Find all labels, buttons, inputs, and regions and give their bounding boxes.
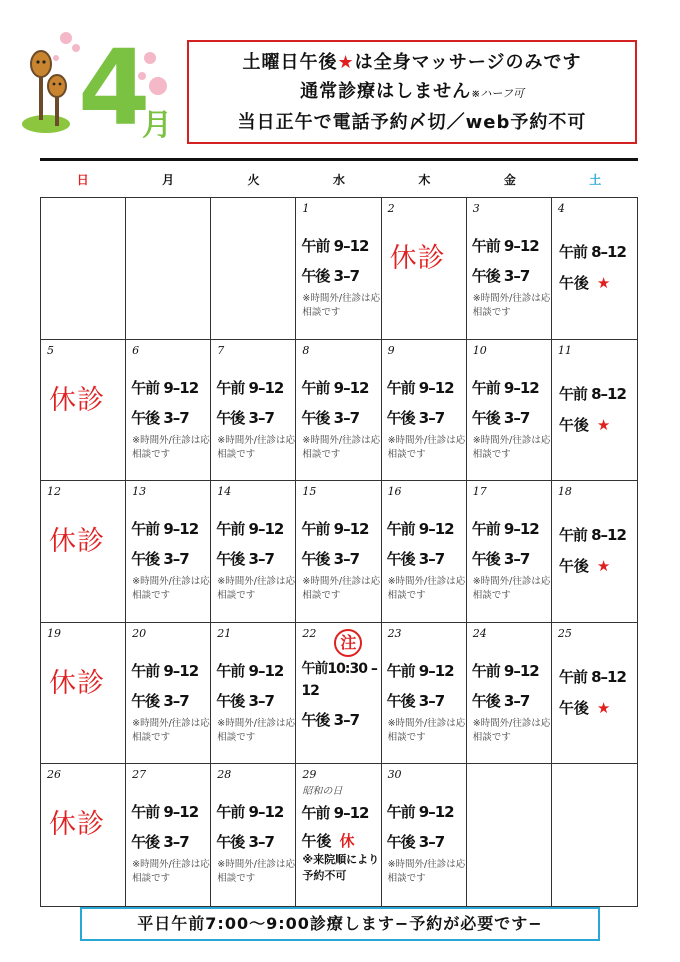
- morning-hours: 午前 9–12: [301, 804, 369, 823]
- calendar-day-cell: [382, 764, 467, 906]
- day-number: 27: [132, 768, 147, 782]
- day-number: 11: [557, 343, 572, 357]
- afternoon-hours: [559, 555, 610, 576]
- morning-hours: 午前 9–12: [471, 237, 539, 255]
- month-number: 4: [78, 27, 151, 149]
- closed-label: 休診: [49, 809, 105, 841]
- morning-hours: 午前 9–12: [301, 520, 369, 539]
- hours-note: ※時間外/往診は応相談です: [387, 717, 466, 743]
- day-number: 17: [472, 485, 487, 499]
- day-number: 20: [132, 626, 147, 640]
- day-number: 6: [132, 343, 140, 357]
- day-number: 23: [387, 626, 402, 640]
- day-number: 28: [217, 768, 232, 782]
- morning-hours: 午前 9–12: [131, 803, 199, 822]
- day-number: 24: [472, 626, 487, 640]
- afternoon-hours: 午後 3–7: [131, 833, 189, 852]
- month-suffix: 月: [142, 108, 172, 143]
- closed-label: 休診: [49, 526, 105, 558]
- afternoon-hours: 午後 3–7: [386, 408, 445, 427]
- weekday-label: 金: [503, 173, 516, 187]
- afternoon-hours: 午後 3–7: [386, 550, 445, 569]
- day-number: 14: [217, 485, 232, 499]
- morning-hours: 午前 9–12: [471, 661, 539, 680]
- calendar-day-cell: [552, 198, 637, 340]
- hours-note: ※時間外/往診は応相談です: [217, 717, 295, 743]
- hours-note: ※来院順により予約不可: [302, 853, 380, 883]
- afternoon-hours: [559, 272, 610, 293]
- morning-hours: 午前 8–12: [558, 243, 626, 261]
- star-icon: ★: [596, 698, 611, 717]
- closed-label: 休診: [49, 384, 105, 416]
- afternoon-hours: 午後 3–7: [301, 710, 360, 729]
- day-number: 4: [557, 202, 565, 215]
- hours-note: ※時間外/往診は応相談です: [302, 434, 381, 460]
- calendar-day-cell: [296, 198, 381, 340]
- calendar-day-cell: [552, 764, 637, 906]
- hours-note: ※時間外/往診は応相談です: [472, 576, 551, 602]
- calendar-day-cell: [467, 481, 552, 623]
- half-note: ※ハーフ可: [471, 86, 524, 100]
- weekday-label: 木: [418, 173, 431, 187]
- calendar-day-cell: [126, 764, 211, 906]
- closed-label: 休診: [389, 243, 446, 274]
- afternoon-hours: 午後 3–7: [386, 833, 445, 852]
- calendar-day-cell: [296, 481, 381, 623]
- calendar-day-cell: [382, 340, 467, 482]
- notice-line-1: 土曜日午後★は全身マッサージのみです: [242, 51, 582, 73]
- closed-label: 休診: [49, 667, 105, 699]
- notice-line-2: 通常診療はしません※ハーフ可: [300, 80, 524, 102]
- afternoon-hours: [559, 697, 610, 718]
- morning-hours: 午前 9–12: [131, 378, 199, 397]
- weekday-header: [40, 168, 638, 192]
- calendar-day-cell: [382, 198, 467, 340]
- calendar-day-cell: [467, 764, 552, 906]
- afternoon-hours: 午後 3–7: [216, 833, 274, 852]
- afternoon-hours: [301, 830, 354, 851]
- morning-hours: 午前 9–12: [386, 803, 454, 822]
- day-number: 16: [387, 485, 402, 499]
- day-number: 25: [557, 626, 572, 640]
- day-number: 3: [472, 202, 480, 215]
- morning-hours: 午前 9–12: [216, 803, 284, 822]
- calendar-day-cell: [211, 623, 296, 765]
- star-icon: ★: [596, 415, 611, 434]
- afternoon-label: 午後: [558, 557, 589, 576]
- character-icon: [31, 51, 66, 126]
- weekday-label: 水: [332, 173, 345, 187]
- star-icon: ★: [596, 274, 611, 292]
- calendar-day-cell: [211, 764, 296, 906]
- calendar-day-cell: [296, 623, 381, 765]
- calendar-day-cell: [126, 481, 211, 623]
- afternoon-label: 午後: [301, 832, 332, 851]
- afternoon-label: 午後: [558, 698, 589, 717]
- day-number: 12: [47, 485, 61, 499]
- calendar-day-cell: [552, 481, 637, 623]
- day-number: 26: [47, 768, 61, 782]
- afternoon-hours: 午後 3–7: [301, 550, 360, 569]
- day-number: 30: [387, 768, 402, 782]
- hours-note: ※時間外/往診は応相談です: [472, 717, 551, 743]
- calendar-day-cell: [382, 623, 467, 765]
- morning-hours: 午前 9–12: [471, 520, 539, 539]
- hours-note: ※時間外/往診は応相談です: [302, 576, 381, 602]
- caution-icon: 注: [334, 629, 362, 657]
- calendar-day-cell: [211, 340, 296, 482]
- afternoon-label: 午後: [558, 415, 589, 434]
- morning-hours: 午前 8–12: [558, 384, 626, 403]
- calendar-day-cell: [467, 623, 552, 765]
- morning-hours: 午前 9–12: [131, 520, 199, 539]
- notice-line-3: 当日正午で電話予約〆切／web予約不可: [237, 111, 587, 133]
- calendar-day-cell: [126, 340, 211, 482]
- hours-note: ※時間外/往診は応相談です: [472, 434, 551, 460]
- calendar-day-cell: [126, 623, 211, 765]
- day-number: 2: [387, 202, 395, 215]
- calendar-day-cell: [41, 481, 126, 623]
- afternoon-hours: 午後 3–7: [216, 691, 274, 710]
- day-number: 15: [302, 485, 317, 499]
- afternoon-hours: 午後 3–7: [216, 408, 274, 427]
- hours-note: ※時間外/往診は応相談です: [472, 293, 551, 318]
- afternoon-hours: 午後 3–7: [301, 408, 360, 427]
- morning-hours: 午前 8–12: [558, 526, 626, 545]
- hours-note: ※時間外/往診は応相談です: [132, 434, 210, 460]
- hours-note: ※時間外/往診は応相談です: [132, 859, 210, 885]
- calendar-day-cell: [552, 623, 637, 765]
- afternoon-hours: 午後 3–7: [471, 267, 530, 285]
- grass-icon: [22, 115, 70, 133]
- hours-note: ※時間外/往診は応相談です: [132, 717, 210, 743]
- day-number: 5: [47, 343, 54, 357]
- calendar-day-cell: [382, 481, 467, 623]
- day-number: 10: [472, 343, 487, 357]
- afternoon-hours: 午後 3–7: [471, 550, 530, 569]
- hours-note: ※時間外/往診は応相談です: [217, 859, 295, 885]
- afternoon-hours: 午後 3–7: [131, 408, 189, 427]
- morning-hours: 午前 9–12: [471, 378, 539, 397]
- weekday-label: 日: [76, 173, 89, 187]
- calendar-day-cell: [41, 198, 126, 340]
- weekday-label: 火: [247, 173, 260, 187]
- afternoon-hours: 午後 3–7: [216, 550, 274, 569]
- calendar-day-cell: [467, 340, 552, 482]
- day-number: 18: [557, 485, 572, 499]
- morning-hours: 午前 9–12: [386, 520, 454, 539]
- hours-note: ※時間外/往診は応相談です: [387, 576, 466, 602]
- morning-hours: 午前 9–12: [386, 378, 454, 397]
- weekday-label: 土: [589, 173, 602, 187]
- morning-hours: 午前10:30 –12: [301, 660, 377, 699]
- morning-hours: 午前 9–12: [216, 378, 284, 397]
- calendar-day-cell: [296, 764, 381, 906]
- hours-note: ※時間外/往診は応相談です: [132, 576, 210, 602]
- calendar-day-cell: [211, 481, 296, 623]
- afternoon-hours: 午後 3–7: [131, 691, 189, 710]
- hours-note: ※時間外/往診は応相談です: [387, 859, 466, 885]
- day-number: 19: [47, 626, 61, 640]
- calendar-day-cell: [211, 198, 296, 340]
- afternoon-hours: 午後 3–7: [471, 691, 530, 710]
- morning-hours: 午前 9–12: [216, 520, 284, 539]
- hours-note: ※時間外/往診は応相談です: [217, 576, 295, 602]
- footer-notice: 平日午前7:00～9:00診療します−予約が必要です−: [80, 907, 600, 941]
- morning-hours: 午前 9–12: [131, 661, 199, 680]
- morning-hours: 午前 9–12: [301, 378, 369, 397]
- header-rule: [40, 158, 638, 161]
- afternoon-hours: [559, 414, 610, 435]
- afternoon-hours: 午後 3–7: [131, 550, 189, 569]
- afternoon-closed: 休: [339, 832, 355, 851]
- hours-note: ※時間外/往診は応相談です: [302, 293, 381, 318]
- weekday-label: 月: [162, 173, 175, 187]
- afternoon-label: 午後: [558, 274, 589, 292]
- day-number: 29: [302, 768, 317, 782]
- day-number: 8: [302, 343, 310, 357]
- calendar-grid: [40, 197, 638, 907]
- morning-hours: 午前 9–12: [386, 661, 454, 680]
- calendar-day-cell: [126, 198, 211, 340]
- morning-hours: 午前 9–12: [216, 661, 284, 680]
- star-icon: ★: [596, 557, 611, 576]
- calendar-day-cell: [41, 623, 126, 765]
- calendar-day-cell: [41, 340, 126, 482]
- day-number: 9: [387, 343, 395, 357]
- hours-note: ※時間外/往診は応相談です: [387, 434, 466, 460]
- day-number: 13: [132, 485, 147, 499]
- day-number: 1: [302, 202, 310, 215]
- day-number: 22: [302, 626, 317, 640]
- month-logo: [18, 28, 178, 156]
- notice-box: [187, 40, 637, 144]
- calendar-day-cell: [296, 340, 381, 482]
- calendar-day-cell: [467, 198, 552, 340]
- day-number: 21: [217, 626, 232, 640]
- afternoon-hours: 午後 3–7: [386, 691, 445, 710]
- morning-hours: 午前 9–12: [301, 237, 369, 255]
- hours-note: ※時間外/往診は応相談です: [217, 434, 295, 460]
- holiday-name: 昭和の日: [302, 786, 343, 798]
- morning-hours: 午前 8–12: [558, 667, 626, 686]
- afternoon-hours: 午後 3–7: [301, 267, 360, 285]
- day-number: 7: [217, 343, 225, 357]
- calendar-day-cell: [552, 340, 637, 482]
- calendar-day-cell: [41, 764, 126, 906]
- afternoon-hours: 午後 3–7: [471, 408, 530, 427]
- star-icon: ★: [337, 51, 355, 73]
